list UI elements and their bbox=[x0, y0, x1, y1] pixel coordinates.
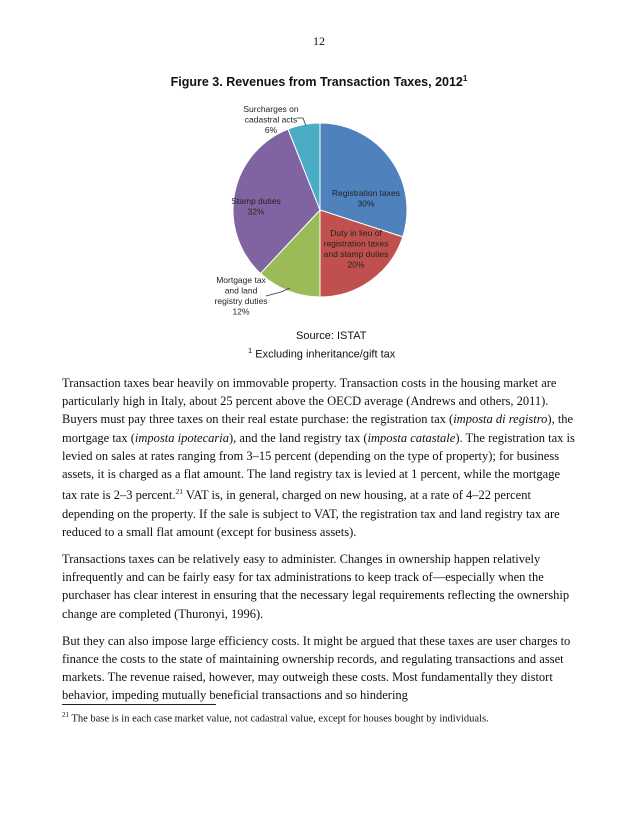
figure-note-mark: 1 bbox=[248, 346, 253, 355]
page-number: 12 bbox=[313, 34, 325, 48]
footnote-ref-21[interactable]: 21 bbox=[175, 487, 183, 497]
figure-title-footnote-mark: 1 bbox=[462, 74, 468, 83]
leader-line-mortgage bbox=[266, 288, 290, 296]
paragraph-2: Transactions taxes can be relatively easy to administer. Changes in ownership happen relatively infrequently and can be fairly easy for tax administrations to keep track of—especially when the purchaser has clear interest in ensuring that the necessary legal requirements reflecting the ownership change are completed (Thuronyi, 1996). bbox=[62, 551, 570, 621]
footnote-divider bbox=[62, 704, 216, 705]
body-text bbox=[62, 374, 576, 714]
figure-note bbox=[248, 346, 395, 361]
pie-label-3: Mortgage tax and land registry duties 12% bbox=[214, 275, 268, 317]
paragraph-1: Transaction taxes bear heavily on immovable property. Transaction costs in the housing market are particularly high in Italy, about 25 percent above the OECD average (Andrews and others, 2011). Buyers must pay three taxes on their real estate purchase: the registration tax (imposta di registro), the mortgage tax (imposta ipotecaria), and the land registry tax (imposta catastale). The registration tax is levied on sales at rates ranging from 3–15 percent (depending on the type of property); for business assets, it is charged as a flat amount. The land registry tax is levied at 1 percent, while the mortgage tax rate is 2–3 percent.$^{21}$ VAT is, in general, charged on new housing, at a rate of 4–22 percent depending on the property. If the sale is subject to VAT, the registration tax and land registry tax are reduced to a small flat amount (except for business assets). bbox=[62, 376, 575, 539]
pie-label-1: Registration taxes 30% bbox=[331, 188, 401, 209]
footnote-21 bbox=[62, 711, 602, 725]
footnote-number: 21 bbox=[62, 711, 69, 719]
figure-title-text: Figure 3. Revenues from Transaction Taxes, 2012 bbox=[170, 75, 463, 90]
figure-note-text: Excluding inheritance/gift tax bbox=[255, 348, 396, 361]
figure-source: Source: ISTAT bbox=[296, 330, 367, 342]
pie-label-2: Duty in lieu of registration taxes and stamp duties 20% bbox=[323, 228, 389, 270]
pie-label-4: Stamp duties 32% bbox=[231, 196, 281, 217]
pie-chart bbox=[0, 0, 638, 330]
pie-label-5: Surcharges on cadastral acts 6% bbox=[243, 104, 299, 135]
paragraph-3: But they can also impose large efficiency costs. It might be argued that these taxes are user charges to finance the costs to the state of maintaining ownership records, and regulating transactions and asset markets. The revenue raised, however, may outweigh these costs. Most fundamentally they distort behavior, impeding mutually beneficial transactions and so hindering bbox=[62, 633, 571, 703]
footnote-text: The base is in each case market value, not cadastral value, except for houses bought by individuals. bbox=[71, 713, 489, 725]
